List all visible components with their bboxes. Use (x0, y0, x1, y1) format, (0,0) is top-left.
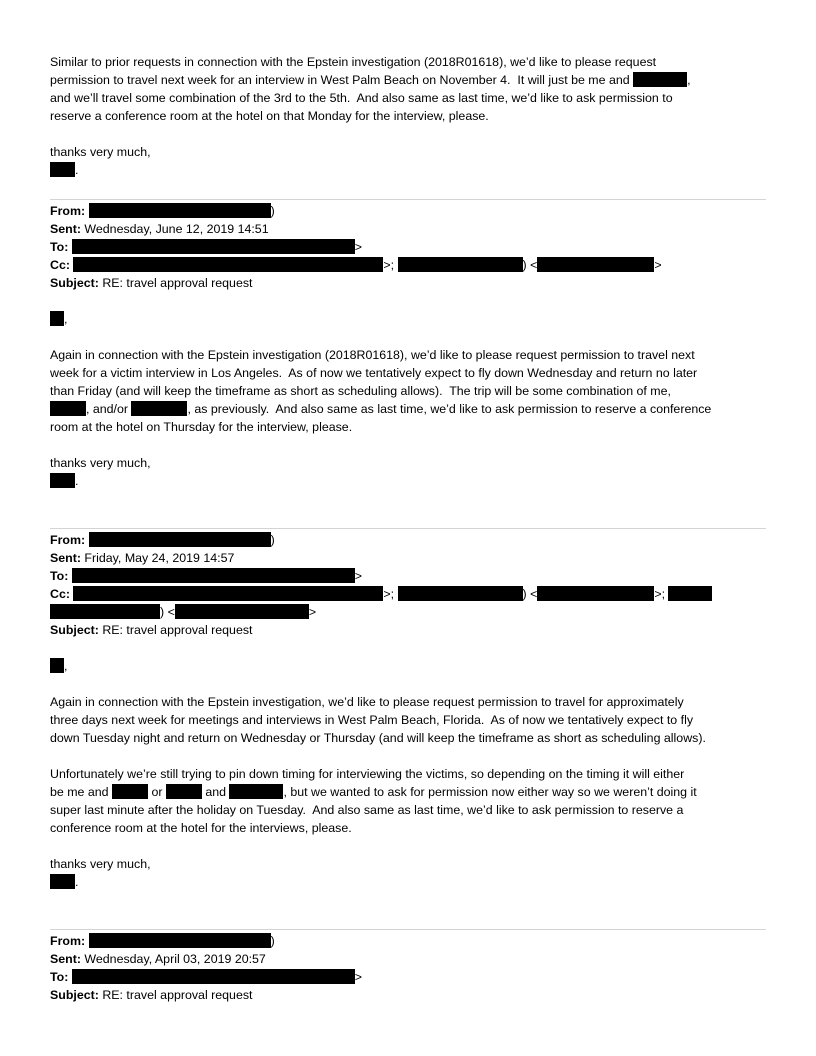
redaction (398, 257, 523, 272)
body-line: Again in connection with the Epstein investigation, we’d like to please request permission to travel for approximately (50, 695, 684, 709)
body-line: be me and or and , but we wanted to ask for permission now either way so we weren’t doing it (50, 785, 697, 799)
redaction (72, 239, 355, 254)
header-from: From: ) (50, 533, 275, 547)
divider (50, 929, 766, 930)
body-line: reserve a conference room at the hotel on that Monday for the interview, please. (50, 109, 489, 123)
header-from: From: ) (50, 934, 275, 948)
header-sent: Sent: Wednesday, April 03, 2019 20:57 (50, 952, 266, 966)
body-line: , and/or , as previously. And also same as last time, we’d like to ask permission to reserve a conference (50, 401, 711, 418)
redaction (537, 586, 654, 601)
redaction (50, 658, 64, 673)
redaction (72, 969, 355, 984)
redaction (89, 203, 271, 218)
header-subject: Subject: RE: travel approval request (50, 276, 253, 290)
redaction (50, 401, 86, 416)
body-line: week for a victim interview in Los Angeles. As of now we tentatively expect to fly down Wednesday and return no later (50, 366, 698, 380)
sign-off: thanks very much, (50, 145, 151, 159)
body-line: permission to travel next week for an interview in West Palm Beach on November 4. It will just be me and , (50, 73, 691, 87)
redaction (50, 473, 75, 488)
redaction (398, 586, 523, 601)
redaction (50, 604, 160, 619)
body-line: conference room at the hotel for the interviews, please. (50, 821, 352, 835)
header-cc-cont: ) < > (50, 604, 316, 621)
header-to: To: > (50, 240, 363, 254)
redaction (89, 532, 271, 547)
header-subject: Subject: RE: travel approval request (50, 623, 253, 637)
header-to: To: > (50, 569, 363, 583)
redaction (175, 604, 309, 619)
redaction (73, 586, 383, 601)
redaction (131, 401, 187, 416)
body-line: three days next week for meetings and interviews in West Palm Beach, Florida. As of now we tentatively expect to fly (50, 713, 694, 727)
body-line: Similar to prior requests in connection with the Epstein investigation (2018R01618), we’d like to please request (50, 55, 657, 69)
redaction (537, 257, 654, 272)
body-line: and we’ll travel some combination of the 3rd to the 5th. And also same as last time, we’d like to ask permission to (50, 91, 673, 105)
sign-off: thanks very much, (50, 857, 151, 871)
header-cc: Cc: >; ) < >; (50, 586, 712, 603)
header-sent: Sent: Wednesday, June 12, 2019 14:51 (50, 222, 269, 236)
redaction (668, 586, 712, 601)
redaction (72, 568, 355, 583)
divider (50, 199, 766, 200)
redaction (166, 784, 202, 799)
body-line: than Friday (and will keep the timeframe as short as scheduling allows). The trip will be some combination of me, (50, 384, 671, 398)
redaction (50, 874, 75, 889)
header-subject: Subject: RE: travel approval request (50, 988, 253, 1002)
greeting: , (50, 658, 67, 675)
redaction (633, 72, 687, 87)
body-line: super last minute after the holiday on Tuesday. And also same as last time, we’d like to ask permission to reserve a (50, 803, 684, 817)
redaction (229, 784, 283, 799)
body-line: down Tuesday night and return on Wednesday or Thursday (and will keep the timeframe as short as scheduling allows). (50, 731, 706, 745)
redaction (73, 257, 383, 272)
signature: . (50, 162, 78, 179)
redaction (89, 933, 271, 948)
divider (50, 528, 766, 529)
header-sent: Sent: Friday, May 24, 2019 14:57 (50, 551, 235, 565)
header-from: From: ) (50, 204, 275, 218)
body-line: Unfortunately we’re still trying to pin down timing for interviewing the victims, so depending on the timing it will either (50, 767, 685, 781)
body-line: room at the hotel on Thursday for the interview, please. (50, 420, 353, 434)
signature: . (50, 473, 78, 490)
header-cc: Cc: >; ) < > (50, 258, 662, 272)
redaction (50, 311, 64, 326)
sign-off: thanks very much, (50, 456, 151, 470)
body-line: Again in connection with the Epstein investigation (2018R01618), we’d like to please request permission to travel next (50, 348, 695, 362)
signature: . (50, 874, 78, 891)
greeting: , (50, 311, 67, 328)
redaction (112, 784, 148, 799)
redaction (50, 162, 75, 177)
header-to: To: > (50, 970, 363, 984)
